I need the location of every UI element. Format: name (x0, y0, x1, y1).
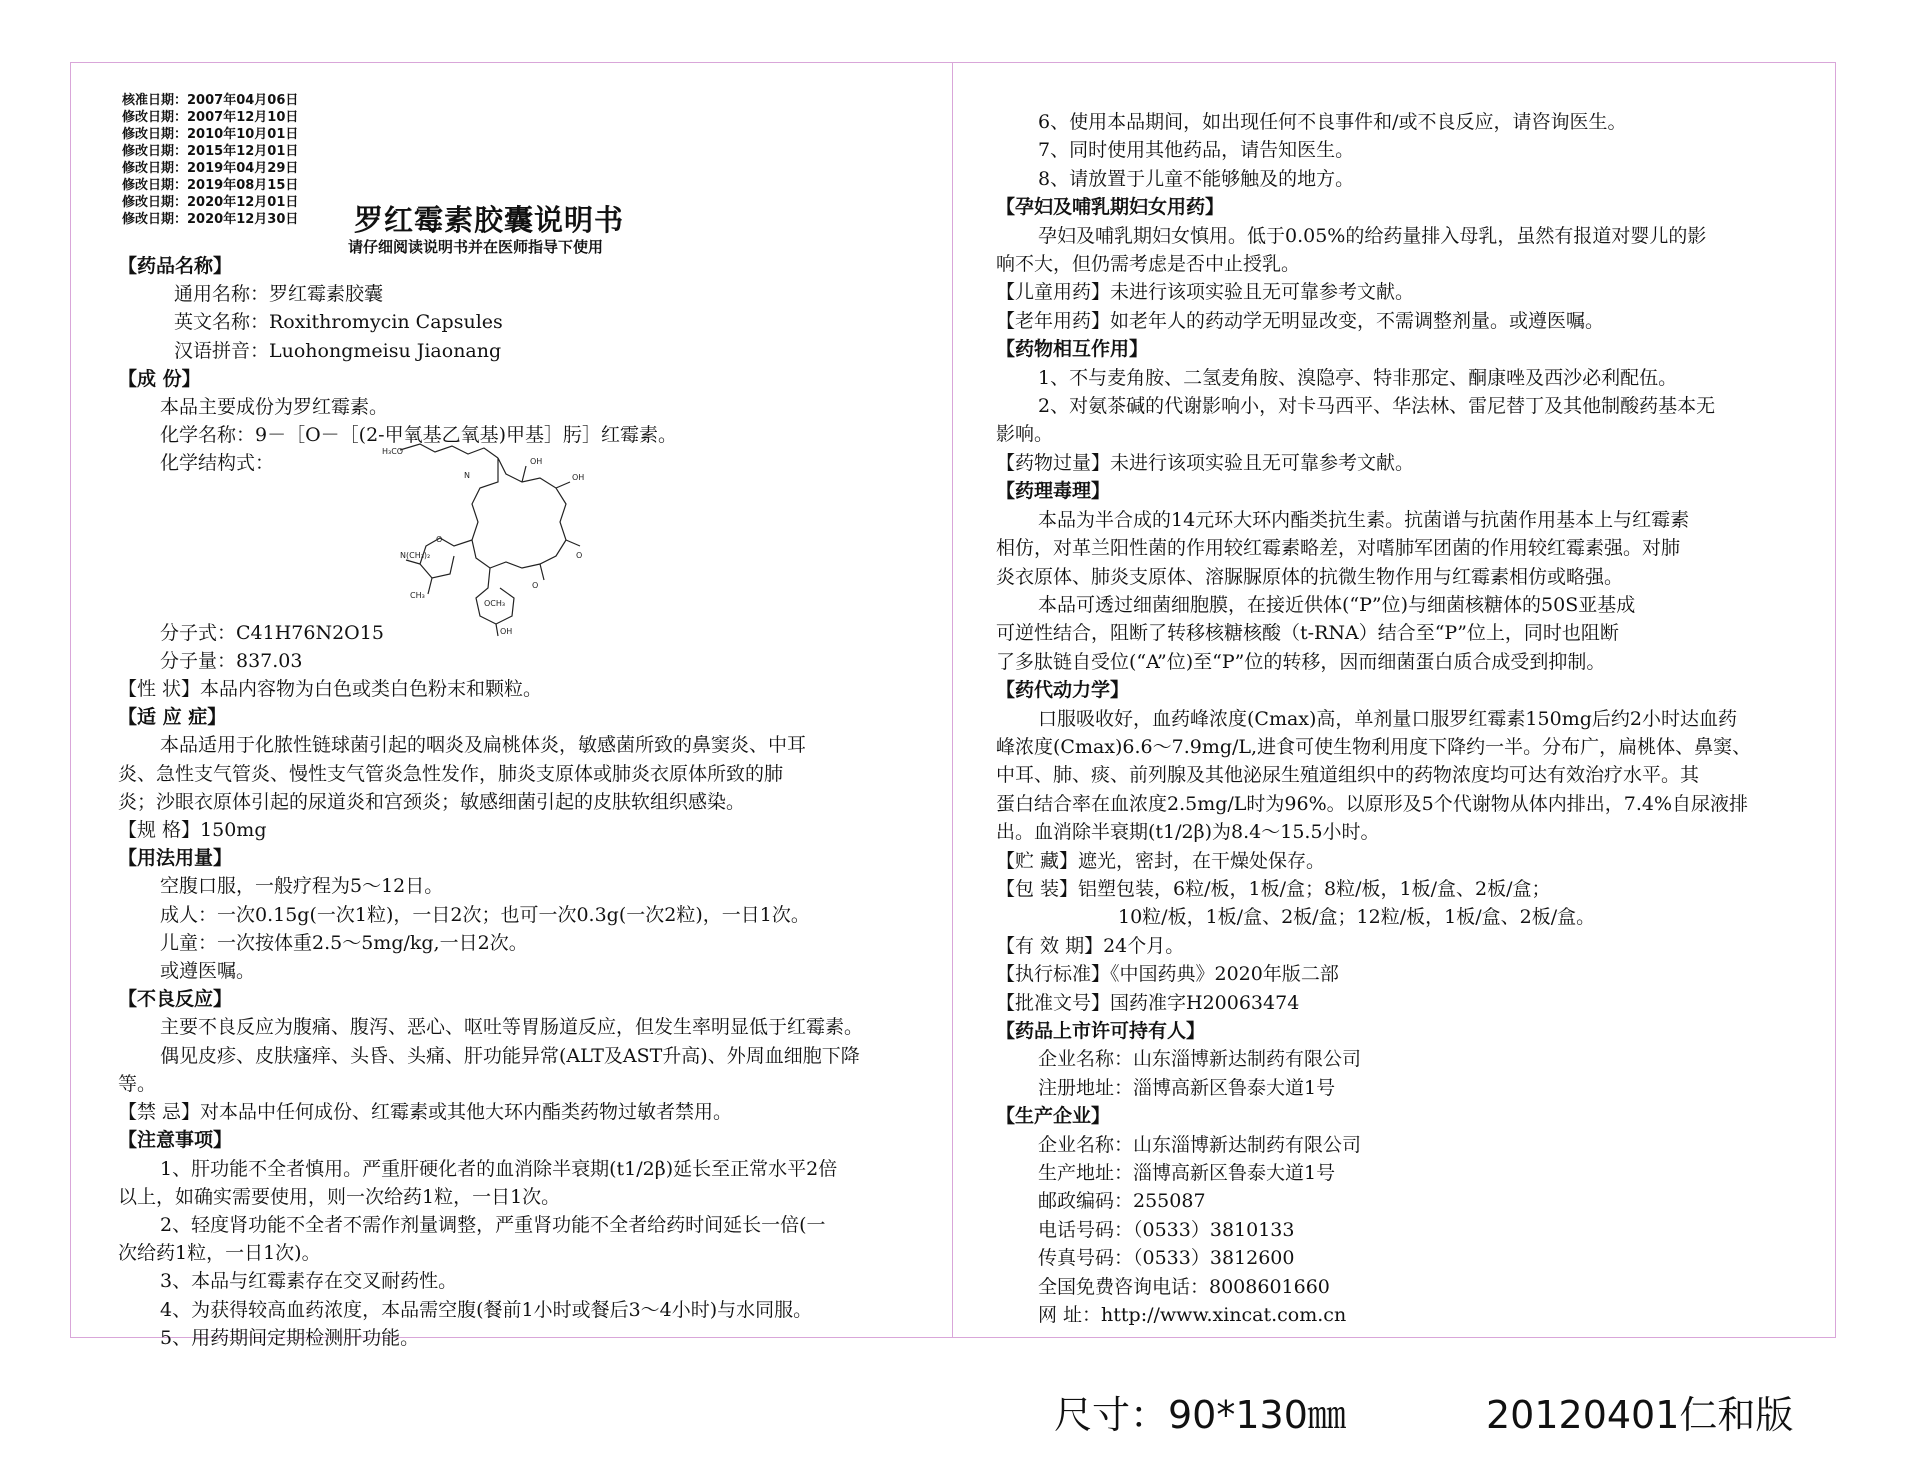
section-inline: 【禁 忌】对本品中任何成份、红霉素或其他大环内酯类药物过敏者禁用。 (118, 1101, 733, 1124)
body-text-line: 次给药1粒，一日1次)。 (118, 1242, 321, 1265)
svg-text:N: N (464, 471, 470, 480)
body-text-line: 3、本品与红霉素存在交叉耐药性。 (160, 1270, 458, 1293)
body-text-line: 本品适用于化脓性链球菌引起的咽炎及扁桃体炎，敏感菌所致的鼻窦炎、中耳 (160, 734, 807, 757)
section-inline: 【包 装】铝塑包装，6粒/板，1板/盒；8粒/板，1板/盒、2板/盒； (996, 877, 1551, 900)
body-text-line: 分子量：837.03 (160, 649, 303, 672)
revision-date-value: 2020年12月30日 (187, 212, 299, 227)
body-text-line: 1、肝功能不全者慎用。严重肝硬化者的血消除半衰期(t1/2β)延长至正常水平2倍 (160, 1157, 838, 1180)
revision-date-row (122, 211, 298, 228)
revision-date-row (122, 160, 298, 177)
section-heading: 【不良反应】 (118, 988, 233, 1011)
body-text-line: 了多肽链自受位(“A”位)至“P”位的转移，因而细菌蛋白质合成受到抑制。 (996, 650, 1606, 673)
svg-text:CH₃: CH₃ (410, 591, 425, 600)
body-text-line: 响不大，但仍需考虑是否中止授乳。 (996, 253, 1301, 276)
right-column (996, 108, 1796, 1329)
revision-date-row (122, 194, 298, 211)
body-text-line: 可逆性结合，阻断了转移核糖核酸（t-RNA）结合至“P”位上，同时也阻断 (996, 622, 1619, 645)
document-subtitle: 请仔细阅读说明书并在医师指导下使用 (348, 238, 604, 256)
section-heading: 【用法用量】 (118, 847, 233, 870)
section-inline: 【有 效 期】24个月。 (996, 934, 1185, 957)
revision-date-label: 修改日期： (122, 212, 188, 227)
revision-date-value: 2007年12月10日 (187, 110, 299, 125)
body-text-line: 通用名称：罗红霉素胶囊 (174, 283, 384, 306)
svg-text:H₃CO: H₃CO (382, 447, 404, 456)
section-heading: 【成 份】 (118, 367, 201, 390)
revision-date-label: 核准日期： (122, 93, 188, 108)
revision-date-value: 2007年04月06日 (187, 93, 299, 108)
svg-text:O: O (532, 581, 539, 590)
body-text-line: 炎；沙眼衣原体引起的尿道炎和宫颈炎；敏感细菌引起的皮肤软组织感染。 (118, 790, 746, 813)
body-text-line: 网 址：http://www.xincat.com.cn (1038, 1304, 1347, 1327)
section-heading: 【药代动力学】 (996, 679, 1130, 702)
section-inline: 【批准文号】国药准字H20063474 (996, 991, 1300, 1014)
revision-date-value: 2020年12月01日 (187, 195, 299, 210)
revision-date-value: 2019年08月15日 (187, 178, 299, 193)
body-text-line: 中耳、肺、痰、前列腺及其他泌尿生殖道组织中的药物浓度均可达有效治疗水平。其 (996, 764, 1700, 787)
svg-text:OH: OH (572, 473, 585, 482)
body-text-line: 英文名称：Roxithromycin Capsules (174, 311, 503, 334)
section-inline: 【儿童用药】未进行该项实验且无可靠参考文献。 (996, 281, 1415, 304)
body-text-line: 蛋白结合率在血浓度2.5mg/L时为96%。以原形及5个代谢物从体内排出，7.4%自尿液排 (996, 792, 1749, 815)
body-text-line: 炎、急性支气管炎、慢性支气管炎急性发作，肺炎支原体或肺炎衣原体所致的肺 (118, 762, 784, 785)
section-inline: 【性 状】本品内容物为白色或类白色粉末和颗粒。 (118, 678, 543, 701)
body-text-line: 全国免费咨询电话：8008601660 (1038, 1275, 1330, 1298)
body-text-line: 7、同时使用其他药品，请告知医生。 (1038, 139, 1355, 162)
body-text-line: 注册地址：淄博高新区鲁泰大道1号 (1038, 1076, 1336, 1099)
body-text-line: 偶见皮疹、皮肤瘙痒、头昏、头痛、肝功能异常(ALT及AST升高)、外周血细胞下降 (160, 1044, 860, 1067)
section-heading: 【药理毒理】 (996, 480, 1111, 503)
print-version-label: 20120401仁和版 (1486, 1393, 1794, 1437)
section-heading: 【孕妇及哺乳期妇女用药】 (996, 196, 1225, 219)
revision-date-value: 2015年12月01日 (187, 144, 299, 159)
body-text-line: 5、用药期间定期检测肝功能。 (160, 1326, 420, 1349)
section-heading: 【注意事项】 (118, 1129, 233, 1152)
body-text-line: 相仿，对革兰阳性菌的作用较红霉素略差，对嗜肺军团菌的作用较红霉素强。对肺 (996, 537, 1681, 560)
revision-date-label: 修改日期： (122, 178, 188, 193)
section-heading: 【药品名称】 (118, 255, 233, 277)
body-text-line: 孕妇及哺乳期妇女慎用。低于0.05%的给药量排入母乳，虽然有报道对婴儿的影 (1038, 224, 1707, 247)
svg-text:OH: OH (500, 627, 513, 636)
revision-date-label: 修改日期： (122, 110, 188, 125)
body-text-line: 本品可透过细菌细胞膜，在接近供体(“P”位)与细菌核糖体的50S亚基成 (1038, 593, 1636, 616)
body-text-line: 8、请放置于儿童不能够触及的地方。 (1038, 167, 1355, 190)
document-title: 罗红霉素胶囊说明书 (354, 203, 625, 237)
print-size-label: 尺寸：90*130㎜ (1054, 1393, 1346, 1437)
svg-text:N(CH₃)₂: N(CH₃)₂ (400, 551, 431, 560)
section-heading: 【生产企业】 (996, 1105, 1111, 1128)
body-text-line: 企业名称：山东淄博新达制药有限公司 (1038, 1048, 1362, 1071)
svg-text:OH: OH (530, 457, 543, 466)
body-text-line: 本品为半合成的14元环大环内酯类抗生素。抗菌谱与抗菌作用基本上与红霉素 (1038, 508, 1690, 531)
body-text-line: 分子式：C41H76N2O15 (160, 621, 384, 644)
revision-date-row (122, 92, 298, 109)
body-text-line: 2、对氨茶碱的代谢影响小，对卡马西平、华法林、雷尼替丁及其他制酸药基本无 (1038, 395, 1716, 418)
revision-dates (122, 92, 298, 228)
chemical-structure (380, 438, 610, 638)
body-text-line: 电话号码：（0533）3810133 (1038, 1218, 1295, 1241)
section-inline: 【药物过量】未进行该项实验且无可靠参考文献。 (996, 451, 1415, 474)
body-text-line: 企业名称：山东淄博新达制药有限公司 (1038, 1133, 1362, 1156)
revision-date-row (122, 126, 298, 143)
body-text-line: 成人：一次0.15g(一次1粒)，一日2次；也可一次0.3g(一次2粒)，一日1次。 (160, 903, 810, 926)
body-text-line: 炎衣原体、肺炎支原体、溶脲脲原体的抗微生物作用与红霉素相仿或略强。 (996, 565, 1624, 588)
body-text-line: 儿童：一次按体重2.5～5mg/kg,一日2次。 (160, 931, 528, 954)
section-inline: 【规 格】150mg (118, 819, 267, 842)
body-text-line: 化学结构式： (160, 452, 275, 475)
body-text-line: 或遵医嘱。 (160, 960, 256, 983)
section-heading: 【药物相互作用】 (996, 338, 1149, 361)
body-text-line: 生产地址：淄博高新区鲁泰大道1号 (1038, 1162, 1336, 1185)
body-text-line: 10粒/板，1板/盒、2板/盒；12粒/板，1板/盒、2板/盒。 (1118, 906, 1596, 929)
revision-date-row (122, 143, 298, 160)
svg-text:O: O (436, 535, 443, 544)
body-text-line: 峰浓度(Cmax)6.6～7.9mg/L,进食可使生物利用度下降约一半。分布广，扁桃体、鼻窦、 (996, 735, 1752, 758)
body-text-line: 1、不与麦角胺、二氢麦角胺、溴隐亭、特非那定、酮康唑及西沙必利配伍。 (1038, 366, 1678, 389)
body-text-line: 汉语拼音：Luohongmeisu Jiaonang (174, 339, 502, 362)
section-inline: 【贮 藏】遮光，密封，在干燥处保存。 (996, 849, 1326, 872)
body-text-line: 口服吸收好，血药峰浓度(Cmax)高，单剂量口服罗红霉素150mg后约2小时达血药 (1038, 707, 1737, 730)
section-inline: 【执行标准】《中国药典》2020年版二部 (996, 963, 1339, 986)
revision-date-label: 修改日期： (122, 161, 188, 176)
body-text-line: 6、使用本品期间，如出现任何不良事件和/或不良反应，请咨询医生。 (1038, 111, 1627, 133)
revision-date-row (122, 177, 298, 194)
revision-date-value: 2019年04月29日 (187, 161, 299, 176)
body-text-line: 传真号码：（0533）3812600 (1038, 1247, 1295, 1270)
svg-text:OCH₃: OCH₃ (484, 599, 506, 608)
svg-text:O: O (576, 551, 583, 560)
revision-date-value: 2010年10月01日 (187, 127, 299, 142)
body-text-line: 等。 (118, 1072, 157, 1095)
body-text-line: 出。血消除半衰期(t1/2β)为8.4～15.5小时。 (996, 821, 1380, 844)
body-text-line: 邮政编码：255087 (1038, 1190, 1206, 1213)
body-text-line: 2、轻度肾功能不全者不需作剂量调整，严重肾功能不全者给药时间延长一倍(一 (160, 1213, 826, 1236)
left-column (118, 252, 928, 1352)
body-text-line: 空腹口服，一般疗程为5～12日。 (160, 875, 444, 898)
revision-date-label: 修改日期： (122, 195, 188, 210)
section-inline: 【老年用药】如老年人的药动学无明显改变，不需调整剂量。或遵医嘱。 (996, 309, 1605, 332)
revision-date-label: 修改日期： (122, 127, 188, 142)
revision-date-row (122, 109, 298, 126)
section-heading: 【适 应 症】 (118, 706, 227, 729)
body-text-line: 主要不良反应为腹痛、腹泻、恶心、呕吐等胃肠道反应，但发生率明显低于红霉素。 (160, 1016, 864, 1039)
body-text-line: 化学名称：9－［O－［(2-甲氧基乙氧基)甲基］肟］红霉素。 (160, 424, 677, 447)
body-text-line: 以上，如确实需要使用，则一次给药1粒，一日1次。 (118, 1185, 561, 1208)
body-text-line: 4、为获得较高血药浓度，本品需空腹(餐前1小时或餐后3～4小时)与水同服。 (160, 1298, 813, 1321)
body-text-line: 影响。 (996, 423, 1054, 446)
revision-date-label: 修改日期： (122, 144, 188, 159)
body-text-line: 本品主要成份为罗红霉素。 (160, 396, 389, 419)
section-heading: 【药品上市许可持有人】 (996, 1020, 1206, 1042)
column-divider (952, 62, 953, 1338)
